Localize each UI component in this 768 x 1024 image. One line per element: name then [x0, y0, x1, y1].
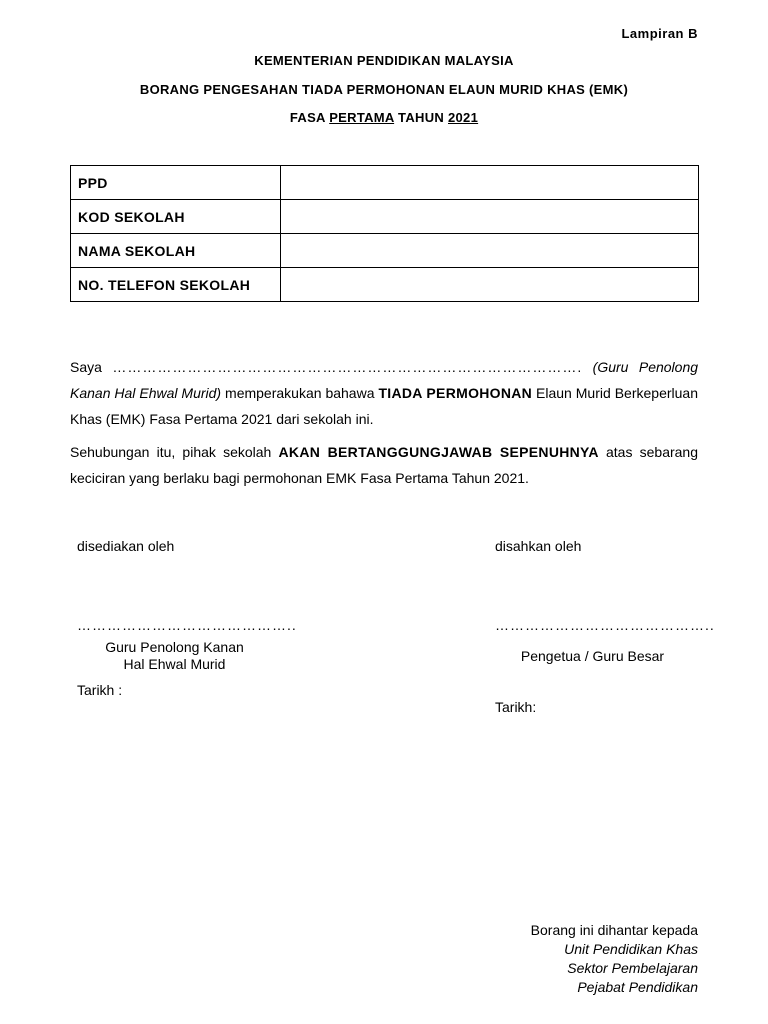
declaration-text-2: Elaun Murid Berkeperluan Khas (EMK) Fasa Pertama 2021 dari sekolah ini. — [70, 385, 698, 427]
name-blank: …………………………………………………………………………………. — [112, 359, 583, 375]
form-title: BORANG PENGESAHAN TIADA PERMOHONAN ELAUN MURID KHAS (EMK) — [139, 82, 629, 97]
ppd-field[interactable] — [281, 166, 699, 200]
approved-date-label: Tarikh: — [495, 699, 537, 715]
approved-signature-line: …………………………………….. — [495, 617, 715, 633]
table-row — [71, 166, 699, 200]
declaration-text-1: memperakukan bahawa — [225, 385, 375, 401]
table-row — [71, 200, 699, 234]
approved-by-caption: disahkan oleh — [495, 538, 582, 554]
prepared-by-caption: disediakan oleh — [77, 538, 175, 554]
table-row — [71, 234, 699, 268]
submission-line-2: Unit Pendidikan Khas — [564, 941, 698, 957]
school-code-field[interactable] — [281, 200, 699, 234]
prepared-title-1: Guru Penolong Kanan — [105, 639, 244, 655]
responsibility-text-2: atas sebarang keciciran yang berlaku bagi permohonan EMK Fasa Pertama Tahun 2021. — [70, 444, 698, 486]
declaration-bold: TIADA PERMOHONAN — [378, 385, 533, 401]
attachment-label: Lampiran B — [621, 26, 698, 41]
school-phone-label: NO. TELEFON SEKOLAH — [71, 268, 281, 302]
table-row — [71, 268, 699, 302]
saya-text: Saya — [70, 359, 102, 375]
school-name-field[interactable] — [281, 234, 699, 268]
prepared-date-label: Tarikh : — [77, 682, 123, 698]
prepared-title-2: Hal Ehwal Murid — [123, 656, 226, 672]
responsibility-text-1: Sehubungan itu, pihak sekolah — [70, 444, 272, 460]
phase-value: PERTAMA — [329, 110, 395, 125]
ppd-label: PPD — [71, 166, 281, 200]
ministry-heading: KEMENTERIAN PENDIDIKAN MALAYSIA — [254, 53, 514, 68]
school-phone-field[interactable] — [281, 268, 699, 302]
declaration-paragraph — [70, 354, 698, 432]
phase-prefix: FASA — [289, 110, 326, 125]
submission-note — [531, 921, 698, 997]
school-info-table — [70, 165, 699, 302]
year-label: TAHUN — [398, 110, 445, 125]
role-text: (Guru Penolong Kanan Hal Ehwal Murid) — [70, 359, 699, 401]
year-value: 2021 — [448, 110, 479, 125]
prepared-signature-line: …………………………………….. — [77, 617, 297, 633]
school-code-label: KOD SEKOLAH — [71, 200, 281, 234]
submission-line-1: Borang ini dihantar kepada — [530, 922, 698, 938]
submission-line-3: Sektor Pembelajaran — [567, 960, 698, 976]
responsibility-bold: AKAN BERTANGGUNGJAWAB SEPENUHNYA — [278, 444, 599, 460]
submission-line-4: Pejabat Pendidikan — [577, 979, 698, 995]
school-name-label: NAMA SEKOLAH — [71, 234, 281, 268]
approved-title: Pengetua / Guru Besar — [520, 648, 665, 664]
responsibility-paragraph — [70, 439, 698, 491]
phase-year-heading — [0, 110, 768, 125]
